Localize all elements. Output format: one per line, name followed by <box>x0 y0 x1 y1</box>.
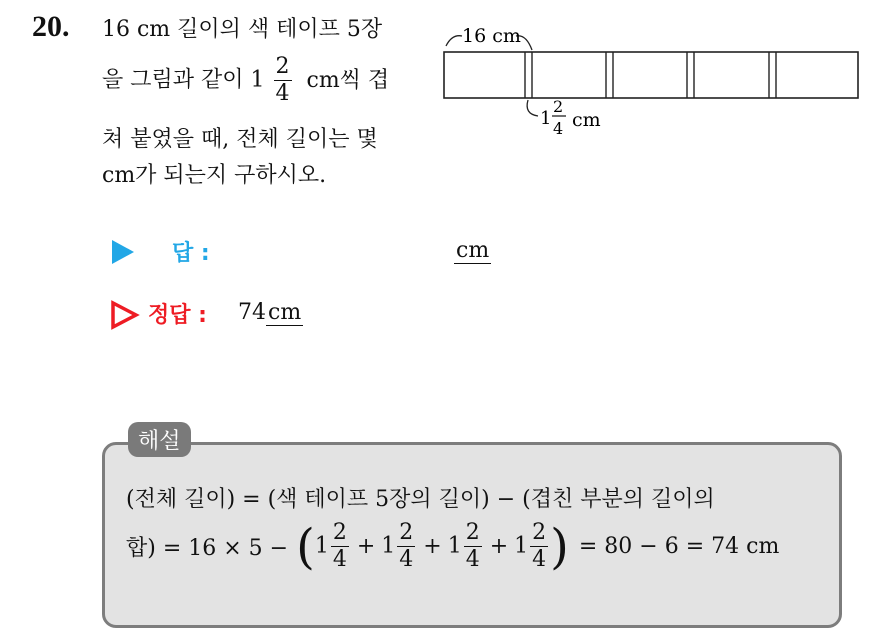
answer-marker <box>112 240 134 264</box>
question-line-3: 쳐 붙였을 때, 전체 길이는 몇 <box>102 127 378 152</box>
overlap-fraction <box>274 56 292 105</box>
solution-line-2 <box>126 518 780 575</box>
blue-triangle-icon <box>112 240 134 264</box>
plus-sign: + <box>489 534 509 559</box>
tape-outline <box>444 52 858 98</box>
question-line-2-suffix: cm씩 겹 <box>306 67 390 93</box>
paren-close: ) <box>550 518 569 575</box>
solution-term-2: 1 $\frac{2}{4}$ <box>381 520 414 572</box>
red-triangle-outline-icon <box>110 300 140 330</box>
paren-open: ( <box>296 518 315 575</box>
answer-unit: cm <box>456 238 490 263</box>
question-line-1: 16 cm 길이의 색 테이프 5장 <box>102 17 383 42</box>
overlap-unit: cm <box>572 109 601 131</box>
question-line-4: cm가 되는지 구하시오. <box>102 163 327 188</box>
overlap-pointer <box>527 100 538 116</box>
correct-unit: cm <box>268 300 302 325</box>
answer-label: 답 : <box>172 241 210 266</box>
overlap-whole: 1 <box>540 108 552 129</box>
answer-blank[interactable] <box>454 238 491 263</box>
solution-tag: 해설 <box>128 422 191 457</box>
solution-line-2-suffix: = 80 − 6 = 74 cm <box>578 534 780 559</box>
correct-label: 정답 : <box>148 303 207 328</box>
plus-sign: + <box>423 534 442 559</box>
correct-value: 74 <box>238 300 266 325</box>
solution-line-2-prefix: 합) = 16 × 5 − <box>126 536 289 561</box>
fraction-numerator: 2 <box>275 54 290 79</box>
tape-length-label: 16 cm <box>462 25 521 47</box>
question-line-2-prefix: 을 그림과 같이 1 <box>102 67 265 93</box>
tape-figure <box>440 20 870 150</box>
solution-term-4: 1 $\frac{2}{4}$ <box>514 520 547 572</box>
question-line-2 <box>102 56 389 105</box>
solution-line-1: (전체 길이) = (색 테이프 5장의 길이) − (겹친 부분의 길이의 <box>126 487 715 512</box>
brace-left <box>446 36 462 46</box>
fraction-denominator: 4 <box>275 81 290 106</box>
solution-term-1: 1 $\frac{2}{4}$ <box>314 520 347 572</box>
overlap-num: 2 <box>553 97 564 116</box>
tape-strips <box>444 52 858 98</box>
question-number: 20. <box>32 10 70 43</box>
correct-answer <box>238 300 303 325</box>
overlap-den: 4 <box>553 119 564 138</box>
solution-term-3: 1 $\frac{2}{4}$ <box>447 520 480 572</box>
plus-sign: + <box>356 534 376 559</box>
